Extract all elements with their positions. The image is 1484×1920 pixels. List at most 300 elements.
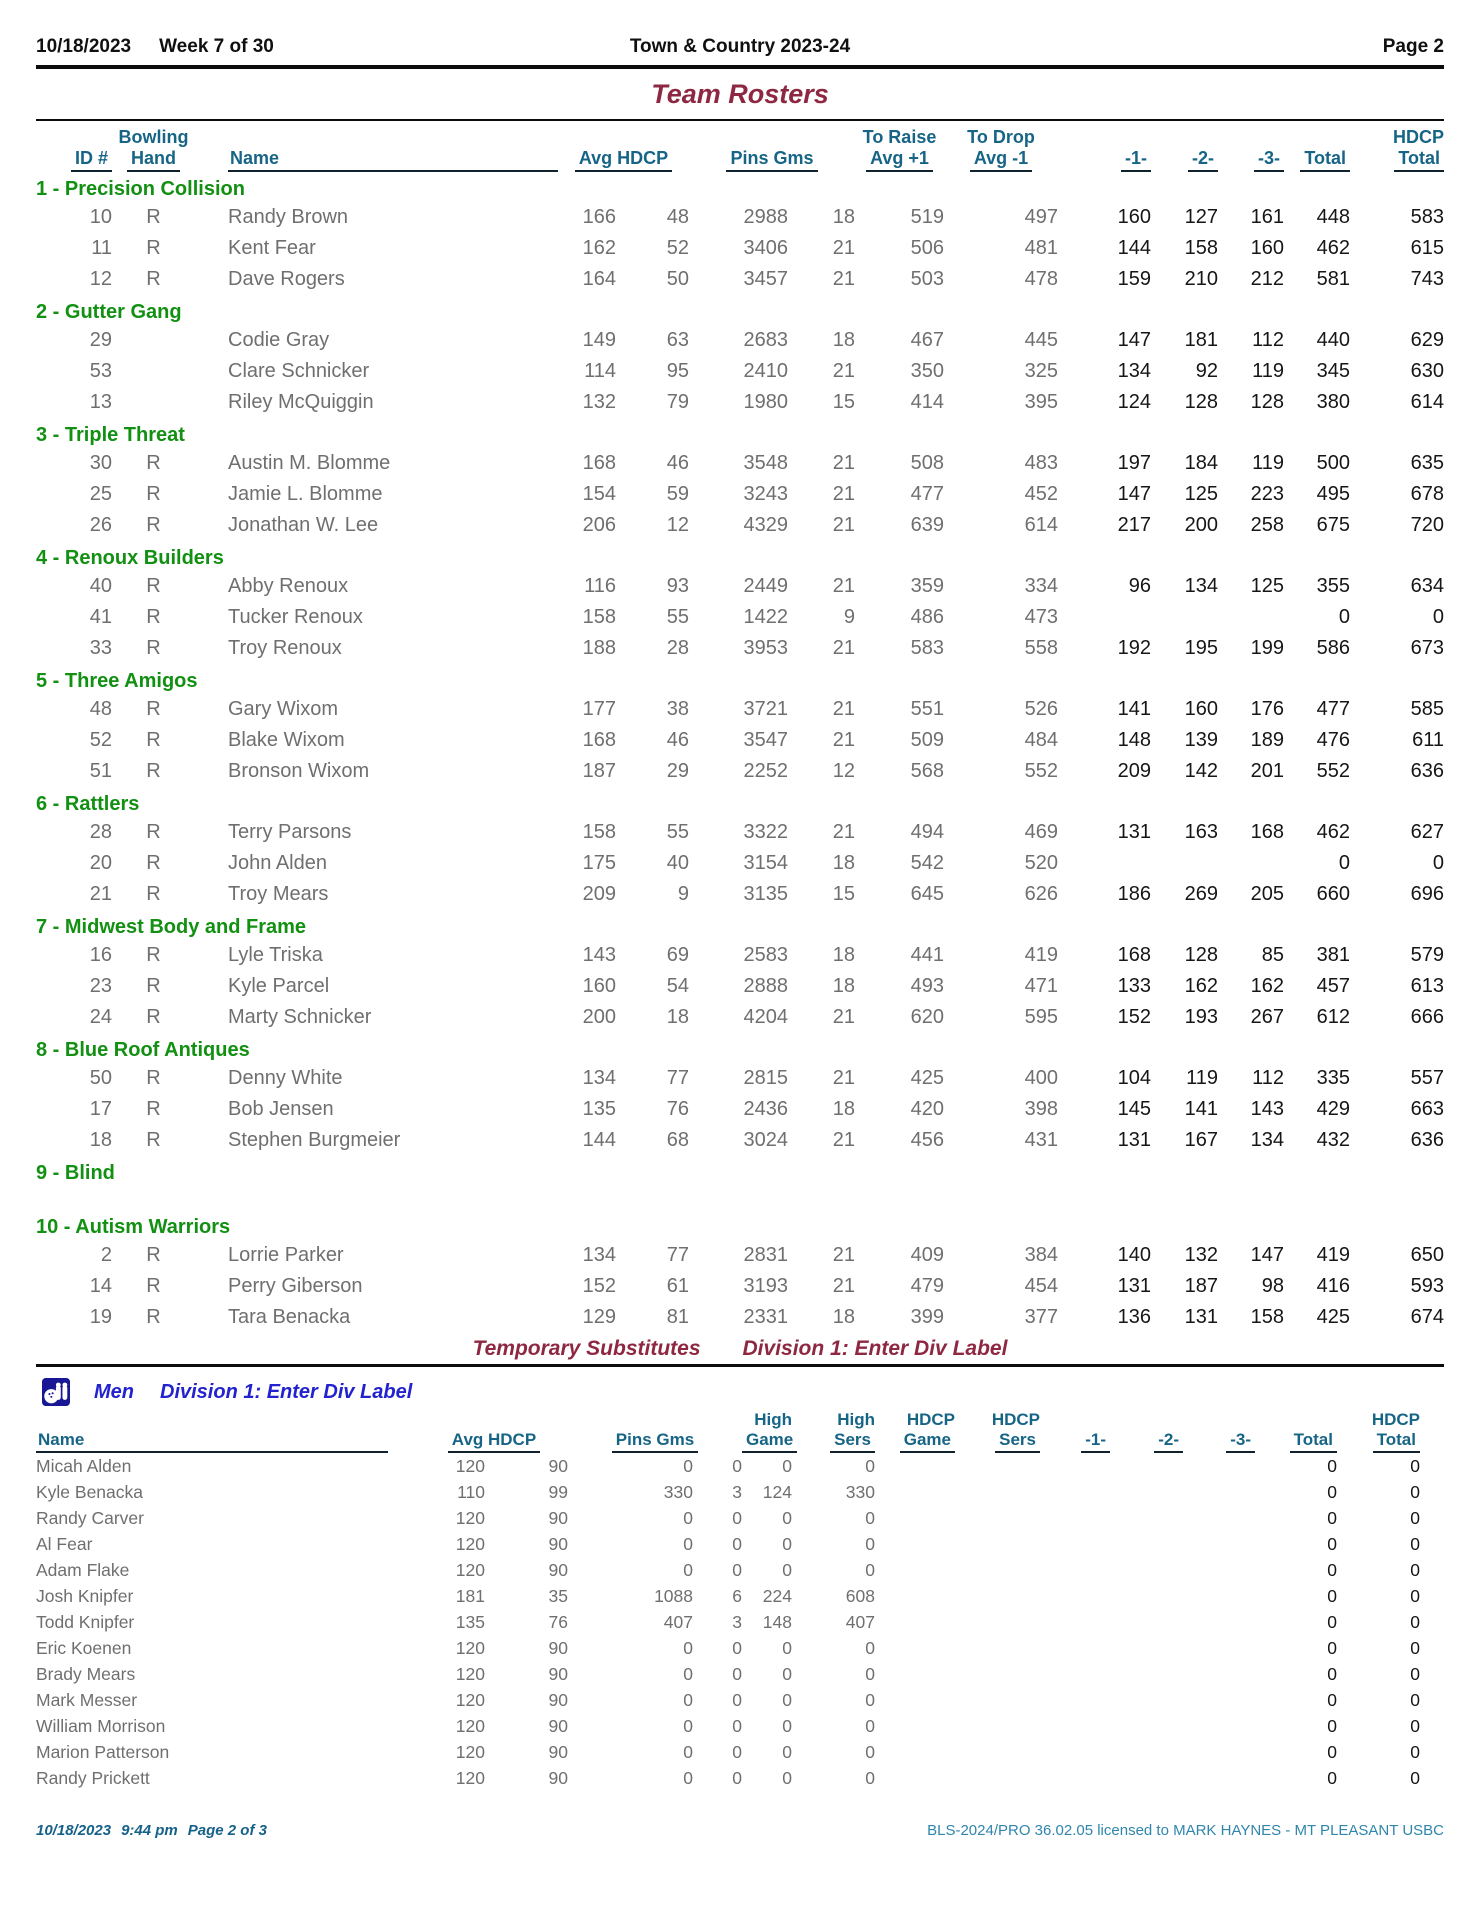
roster-cell-pins: 4204	[743, 1006, 788, 1028]
sub-cell-hdcp: 90	[548, 1768, 568, 1788]
roster-cell-g3	[1218, 848, 1284, 879]
sub-cell-hdcp_sers	[955, 1687, 1040, 1713]
footer-time: 9:44 pm	[121, 1822, 178, 1839]
sub-cell-avg: 120	[455, 1690, 485, 1710]
roster-row	[36, 756, 1444, 787]
roster-cell-pins: 3243	[743, 483, 788, 505]
sub-cell-g1	[1040, 1531, 1110, 1557]
roster-cell-gms: 21	[832, 1067, 855, 1089]
roster-cell-drop: 395	[1024, 391, 1058, 413]
roster-cell-g3: 189	[1250, 729, 1284, 751]
sub-cell-pins: 0	[683, 1716, 693, 1736]
sub-cell-name: Randy Prickett	[36, 1768, 150, 1788]
sub-cell-hdcp_game	[875, 1479, 955, 1505]
roster-row	[36, 725, 1444, 756]
roster-cell-g1: 197	[1117, 452, 1151, 474]
sub-cell-g2	[1110, 1739, 1183, 1765]
sub-cell-high_game: 0	[782, 1716, 792, 1736]
roster-cell-g2: 193	[1184, 1006, 1218, 1028]
roster-cell-hdcp: 81	[666, 1306, 689, 1328]
roster-cell-gms: 18	[832, 206, 855, 228]
sub-cell-gms: 0	[732, 1638, 742, 1658]
roster-row	[36, 448, 1444, 479]
sub-row	[36, 1453, 1444, 1479]
roster-cell-id: 48	[89, 698, 112, 720]
subs-col-header-game3: -3-	[1183, 1430, 1255, 1453]
roster-cell-raise: 494	[910, 821, 944, 843]
sub-row	[36, 1713, 1444, 1739]
col-header-to-drop: To Drop Avg -1	[944, 127, 1058, 172]
roster-cell-pins: 3154	[743, 852, 788, 874]
sub-cell-hdcp_sers	[955, 1453, 1040, 1479]
sub-cell-total: 0	[1327, 1768, 1337, 1788]
sub-cell-g1	[1040, 1687, 1110, 1713]
col-header-to-raise: To Raise Avg +1	[855, 127, 944, 172]
sub-cell-g2	[1110, 1609, 1183, 1635]
roster-cell-id: 52	[89, 729, 112, 751]
roster-cell-drop: 526	[1024, 698, 1058, 720]
sub-cell-pins: 407	[663, 1612, 693, 1632]
roster-cell-hdcp: 95	[666, 360, 689, 382]
subs-col-header-hdcp-sers: HDCP Sers	[955, 1410, 1040, 1453]
roster-cell-pins: 3547	[743, 729, 788, 751]
footer-license: BLS-2024/PRO 36.02.05 licensed to MARK HAYNES - MT PLEASANT USBC	[927, 1822, 1444, 1839]
roster-cell-pins: 2583	[743, 944, 788, 966]
roster-cell-name: Austin M. Blomme	[228, 452, 391, 474]
sub-cell-high_game: 0	[782, 1768, 792, 1788]
sub-cell-g2	[1110, 1453, 1183, 1479]
roster-cell-id: 18	[89, 1129, 112, 1151]
sub-cell-high_sers: 0	[865, 1664, 875, 1684]
roster-cell-avg: 114	[584, 360, 616, 382]
sub-cell-avg: 181	[455, 1586, 485, 1606]
bowling-pins-ball-icon	[42, 1378, 70, 1406]
roster-cell-g3: 158	[1250, 1306, 1284, 1328]
roster-cell-g1: 147	[1117, 329, 1151, 351]
roster-cell-total: 495	[1316, 483, 1350, 505]
sub-cell-name: Adam Flake	[36, 1560, 130, 1580]
roster-cell-g3: 212	[1250, 268, 1284, 290]
sub-cell-total: 0	[1327, 1482, 1337, 1502]
roster-cell-id: 30	[89, 452, 112, 474]
team-header: 5 - Three Amigos	[36, 670, 198, 692]
roster-cell-g1: 133	[1117, 975, 1151, 997]
sub-cell-g2	[1110, 1583, 1183, 1609]
roster-cell-total: 432	[1316, 1129, 1350, 1151]
roster-cell-name: Kyle Parcel	[228, 975, 330, 997]
col-header-game1: -1-	[1058, 148, 1151, 172]
roster-cell-raise: 645	[910, 883, 944, 905]
roster-cell-g2: 131	[1184, 1306, 1218, 1328]
roster-cell-gms: 18	[832, 329, 855, 351]
roster-cell-total: 440	[1316, 329, 1350, 351]
roster-cell-total: 416	[1316, 1275, 1350, 1297]
roster-cell-gms: 18	[832, 852, 855, 874]
roster-cell-hand: R	[146, 1098, 161, 1120]
sub-cell-hdcp: 90	[548, 1508, 568, 1528]
roster-cell-hand	[112, 325, 195, 356]
roster-cell-avg: 149	[582, 329, 616, 351]
roster-cell-hdcp_total: 673	[1410, 637, 1444, 659]
sub-cell-hdcp_game	[875, 1687, 955, 1713]
roster-cell-hand: R	[146, 883, 161, 905]
roster-cell-hdcp_total: 634	[1410, 575, 1444, 597]
roster-cell-g2	[1151, 848, 1218, 879]
roster-cell-g3: 162	[1250, 975, 1284, 997]
roster-cell-total: 457	[1316, 975, 1350, 997]
sub-cell-g2	[1110, 1557, 1183, 1583]
roster-cell-avg: 177	[582, 698, 616, 720]
roster-cell-drop: 471	[1024, 975, 1058, 997]
roster-cell-raise: 420	[910, 1098, 944, 1120]
roster-cell-avg: 187	[582, 760, 616, 782]
roster-cell-hand: R	[146, 698, 161, 720]
sub-cell-name: Kyle Benacka	[36, 1482, 144, 1502]
roster-cell-g1: 186	[1117, 883, 1151, 905]
roster-cell-g3: 176	[1250, 698, 1284, 720]
roster-cell-total: 476	[1316, 729, 1350, 751]
sub-cell-high_game: 0	[782, 1742, 792, 1762]
sub-cell-hdcp_total: 0	[1410, 1716, 1420, 1736]
roster-cell-gms: 21	[832, 483, 855, 505]
sub-cell-high_game: 0	[782, 1638, 792, 1658]
roster-cell-avg: 158	[582, 821, 616, 843]
sub-row	[36, 1505, 1444, 1531]
roster-cell-id: 29	[89, 329, 112, 351]
roster-row	[36, 848, 1444, 879]
roster-cell-g1: 104	[1117, 1067, 1151, 1089]
sub-cell-name: Brady Mears	[36, 1664, 136, 1684]
roster-cell-drop: 454	[1024, 1275, 1058, 1297]
sub-cell-name: Al Fear	[36, 1534, 93, 1554]
roster-cell-drop: 431	[1024, 1129, 1058, 1151]
sub-cell-high_game: 0	[782, 1560, 792, 1580]
roster-cell-name: Clare Schnicker	[228, 360, 370, 382]
roster-cell-g3: 147	[1250, 1244, 1284, 1266]
roster-cell-pins: 3135	[743, 883, 788, 905]
roster-cell-g1	[1058, 848, 1151, 879]
roster-cell-pins: 3953	[743, 637, 788, 659]
roster-cell-g1: 124	[1117, 391, 1151, 413]
sub-cell-hdcp_game	[875, 1635, 955, 1661]
sub-cell-name: Todd Knipfer	[36, 1612, 135, 1632]
sub-cell-g3	[1183, 1583, 1255, 1609]
roster-cell-g2: 158	[1184, 237, 1218, 259]
sub-cell-total: 0	[1327, 1560, 1337, 1580]
roster-cell-avg: 168	[582, 452, 616, 474]
roster-cell-raise: 620	[910, 1006, 944, 1028]
roster-cell-g1: 192	[1117, 637, 1151, 659]
sub-cell-g1	[1040, 1739, 1110, 1765]
sub-cell-high_sers: 0	[865, 1716, 875, 1736]
roster-cell-name: Abby Renoux	[228, 575, 349, 597]
roster-cell-name: Perry Giberson	[228, 1275, 363, 1297]
roster-cell-hand: R	[146, 1244, 161, 1266]
sub-cell-g3	[1183, 1557, 1255, 1583]
sub-cell-high_game: 124	[762, 1482, 792, 1502]
roster-cell-id: 28	[89, 821, 112, 843]
roster-cell-raise: 506	[910, 237, 944, 259]
sub-cell-g3	[1183, 1453, 1255, 1479]
roster-cell-id: 33	[89, 637, 112, 659]
roster-cell-total: 345	[1316, 360, 1350, 382]
sub-cell-g3	[1183, 1661, 1255, 1687]
roster-cell-raise: 350	[910, 360, 944, 382]
roster-cell-hdcp: 9	[677, 883, 689, 905]
roster-cell-total: 425	[1316, 1306, 1350, 1328]
roster-cell-avg: 134	[582, 1067, 616, 1089]
report-week: Week 7 of 30	[159, 36, 274, 57]
roster-cell-id: 53	[89, 360, 112, 382]
team-roster-body	[36, 176, 1444, 1333]
sub-cell-hdcp: 90	[548, 1560, 568, 1580]
sub-cell-g1	[1040, 1609, 1110, 1635]
roster-cell-pins: 3457	[743, 268, 788, 290]
roster-cell-hdcp: 76	[666, 1098, 689, 1120]
roster-cell-hdcp: 38	[666, 698, 689, 720]
sub-cell-g1	[1040, 1505, 1110, 1531]
roster-cell-hdcp: 12	[666, 514, 689, 536]
roster-cell-avg: 154	[582, 483, 616, 505]
roster-cell-gms: 21	[832, 237, 855, 259]
roster-cell-hdcp_total: 630	[1410, 360, 1444, 382]
team-header: 8 - Blue Roof Antiques	[36, 1039, 250, 1061]
sub-cell-gms: 0	[732, 1534, 742, 1554]
roster-cell-g3: 205	[1250, 883, 1284, 905]
sub-cell-gms: 3	[732, 1612, 742, 1632]
roster-cell-raise: 493	[910, 975, 944, 997]
roster-cell-hdcp_total: 696	[1410, 883, 1444, 905]
sub-cell-avg: 120	[455, 1534, 485, 1554]
roster-row	[36, 479, 1444, 510]
roster-cell-gms: 12	[832, 760, 855, 782]
roster-row	[36, 602, 1444, 633]
sub-cell-name: William Morrison	[36, 1716, 166, 1736]
roster-cell-g2: 132	[1184, 1244, 1218, 1266]
roster-cell-total: 0	[1338, 606, 1350, 628]
roster-cell-drop: 497	[1024, 206, 1058, 228]
roster-cell-gms: 21	[832, 1006, 855, 1028]
sub-cell-g3	[1183, 1687, 1255, 1713]
roster-cell-name: Tucker Renoux	[228, 606, 363, 628]
roster-cell-name: Denny White	[228, 1067, 343, 1089]
roster-cell-hand: R	[146, 821, 161, 843]
sub-cell-name: Eric Koenen	[36, 1638, 132, 1658]
report-header	[36, 36, 1444, 62]
sub-cell-hdcp_game	[875, 1713, 955, 1739]
sub-cell-gms: 3	[732, 1482, 742, 1502]
sub-cell-hdcp_total: 0	[1410, 1742, 1420, 1762]
roster-cell-g2: 92	[1195, 360, 1218, 382]
roster-cell-pins: 2888	[743, 975, 788, 997]
sub-cell-g2	[1110, 1765, 1183, 1791]
roster-cell-total: 462	[1316, 821, 1350, 843]
sub-row	[36, 1609, 1444, 1635]
sub-cell-pins: 330	[663, 1482, 693, 1502]
roster-cell-name: John Alden	[228, 852, 327, 874]
roster-cell-raise: 542	[910, 852, 944, 874]
roster-row	[36, 202, 1444, 233]
sub-cell-high_sers: 608	[845, 1586, 875, 1606]
roster-cell-drop: 558	[1024, 637, 1058, 659]
roster-cell-raise: 409	[910, 1244, 944, 1266]
sub-cell-name: Josh Knipfer	[36, 1586, 134, 1606]
sub-cell-g1	[1040, 1661, 1110, 1687]
roster-cell-pins: 2988	[743, 206, 788, 228]
roster-cell-avg: 158	[582, 606, 616, 628]
sub-cell-high_sers: 330	[845, 1482, 875, 1502]
roster-cell-hand: R	[146, 1129, 161, 1151]
subs-col-header-game1: -1-	[1040, 1430, 1110, 1453]
roster-cell-name: Jonathan W. Lee	[228, 514, 379, 536]
col-header-hdcp-total: HDCP Total	[1350, 127, 1444, 172]
sub-cell-g1	[1040, 1557, 1110, 1583]
roster-cell-g3: 223	[1250, 483, 1284, 505]
roster-cell-drop: 445	[1024, 329, 1058, 351]
roster-cell-id: 14	[89, 1275, 112, 1297]
sub-cell-high_game: 0	[782, 1664, 792, 1684]
roster-cell-g2: 160	[1184, 698, 1218, 720]
roster-cell-drop: 614	[1024, 514, 1058, 536]
sub-row	[36, 1531, 1444, 1557]
subs-col-header-hdcp-game: HDCP Game	[875, 1410, 955, 1453]
subs-body	[36, 1453, 1444, 1791]
sub-cell-hdcp: 90	[548, 1638, 568, 1658]
roster-cell-g3: 98	[1261, 1275, 1284, 1297]
subs-title-row	[36, 1335, 1444, 1363]
roster-cell-g2: 119	[1186, 1067, 1218, 1089]
sub-cell-hdcp_game	[875, 1765, 955, 1791]
roster-cell-name: Marty Schnicker	[228, 1006, 372, 1028]
roster-cell-g3: 85	[1261, 944, 1284, 966]
roster-cell-total: 660	[1316, 883, 1350, 905]
sub-cell-high_sers: 0	[865, 1742, 875, 1762]
roster-row	[36, 387, 1444, 418]
sub-cell-hdcp_game	[875, 1531, 955, 1557]
roster-row	[36, 571, 1444, 602]
roster-cell-hdcp_total: 614	[1410, 391, 1444, 413]
roster-cell-drop: 398	[1024, 1098, 1058, 1120]
sub-cell-total: 0	[1327, 1638, 1337, 1658]
sub-cell-high_sers: 0	[865, 1690, 875, 1710]
sub-cell-total: 0	[1327, 1690, 1337, 1710]
roster-cell-hdcp: 68	[666, 1129, 689, 1151]
sub-cell-hdcp_total: 0	[1410, 1690, 1420, 1710]
roster-cell-hdcp: 77	[666, 1067, 689, 1089]
team-header: 3 - Triple Threat	[36, 424, 185, 446]
roster-cell-g2: 141	[1184, 1098, 1218, 1120]
roster-cell-hdcp: 18	[666, 1006, 689, 1028]
roster-cell-g2: 200	[1184, 514, 1218, 536]
roster-cell-name: Randy Brown	[228, 206, 349, 228]
roster-cell-g1: 141	[1117, 698, 1151, 720]
roster-cell-drop: 334	[1024, 575, 1058, 597]
subs-col-header-game2: -2-	[1110, 1430, 1183, 1453]
roster-row	[36, 971, 1444, 1002]
sub-cell-gms: 0	[732, 1456, 742, 1476]
roster-cell-id: 25	[89, 483, 112, 505]
roster-cell-hdcp_total: 583	[1410, 206, 1444, 228]
sub-cell-high_sers: 0	[865, 1534, 875, 1554]
roster-cell-hdcp_total: 650	[1410, 1244, 1444, 1266]
roster-cell-hdcp: 46	[666, 729, 689, 751]
roster-cell-g3: 125	[1250, 575, 1284, 597]
roster-row	[36, 1125, 1444, 1156]
sub-cell-hdcp_game	[875, 1453, 955, 1479]
roster-cell-g2: 162	[1184, 975, 1218, 997]
sub-cell-high_sers: 0	[865, 1508, 875, 1528]
roster-cell-drop: 478	[1024, 268, 1058, 290]
roster-cell-pins: 2831	[743, 1244, 788, 1266]
subs-col-header-hdcp-total: HDCP Total	[1337, 1410, 1420, 1453]
roster-cell-name: Troy Mears	[228, 883, 329, 905]
footer-page: Page 2 of 3	[187, 1822, 267, 1839]
roster-row	[36, 633, 1444, 664]
sub-cell-high_sers: 0	[865, 1456, 875, 1476]
sub-cell-hdcp_total: 0	[1410, 1638, 1420, 1658]
roster-cell-total: 381	[1316, 944, 1350, 966]
roster-cell-g2: 127	[1184, 206, 1218, 228]
roster-cell-hdcp: 69	[666, 944, 689, 966]
roster-cell-avg: 129	[582, 1306, 616, 1328]
roster-cell-pins: 3193	[743, 1275, 788, 1297]
roster-cell-avg: 134	[582, 1244, 616, 1266]
roster-cell-hand: R	[146, 1306, 161, 1328]
roster-cell-gms: 21	[832, 1129, 855, 1151]
sub-cell-g2	[1110, 1687, 1183, 1713]
roster-cell-drop: 325	[1024, 360, 1058, 382]
sub-cell-total: 0	[1327, 1456, 1337, 1476]
sub-cell-total: 0	[1327, 1586, 1337, 1606]
sub-row	[36, 1739, 1444, 1765]
team-header: 4 - Renoux Builders	[36, 547, 224, 569]
sub-cell-g2	[1110, 1713, 1183, 1739]
sub-cell-g3	[1183, 1609, 1255, 1635]
roster-cell-gms: 21	[832, 698, 855, 720]
roster-cell-hdcp: 50	[666, 268, 689, 290]
roster-cell-hdcp: 52	[666, 237, 689, 259]
roster-cell-total: 335	[1316, 1067, 1350, 1089]
roster-cell-name: Lyle Triska	[228, 944, 323, 966]
roster-cell-gms: 15	[832, 883, 855, 905]
roster-cell-gms: 18	[832, 944, 855, 966]
roster-cell-g1: 131	[1117, 821, 1151, 843]
sub-cell-hdcp_total: 0	[1410, 1768, 1420, 1788]
sub-cell-high_game: 0	[782, 1690, 792, 1710]
sub-cell-gms: 0	[732, 1560, 742, 1580]
roster-cell-name: Jamie L. Blomme	[228, 483, 383, 505]
roster-cell-name: Kent Fear	[228, 237, 316, 259]
roster-cell-hdcp: 59	[666, 483, 689, 505]
sub-cell-gms: 0	[732, 1768, 742, 1788]
roster-cell-total: 612	[1316, 1006, 1350, 1028]
team-header: 10 - Autism Warriors	[36, 1216, 231, 1238]
roster-cell-gms: 21	[832, 575, 855, 597]
sub-cell-pins: 0	[683, 1638, 693, 1658]
roster-cell-gms: 18	[832, 1098, 855, 1120]
roster-cell-g3: 258	[1250, 514, 1284, 536]
roster-cell-drop: 595	[1024, 1006, 1058, 1028]
roster-cell-hand: R	[146, 852, 161, 874]
roster-cell-drop: 520	[1024, 852, 1058, 874]
subs-group-row	[42, 1376, 1444, 1408]
roster-cell-gms: 18	[832, 1306, 855, 1328]
roster-cell-name: Riley McQuiggin	[228, 391, 374, 413]
roster-cell-g2: 167	[1184, 1129, 1218, 1151]
roster-cell-hdcp_total: 635	[1410, 452, 1444, 474]
sub-cell-hdcp_game	[875, 1739, 955, 1765]
sub-cell-g1	[1040, 1765, 1110, 1791]
